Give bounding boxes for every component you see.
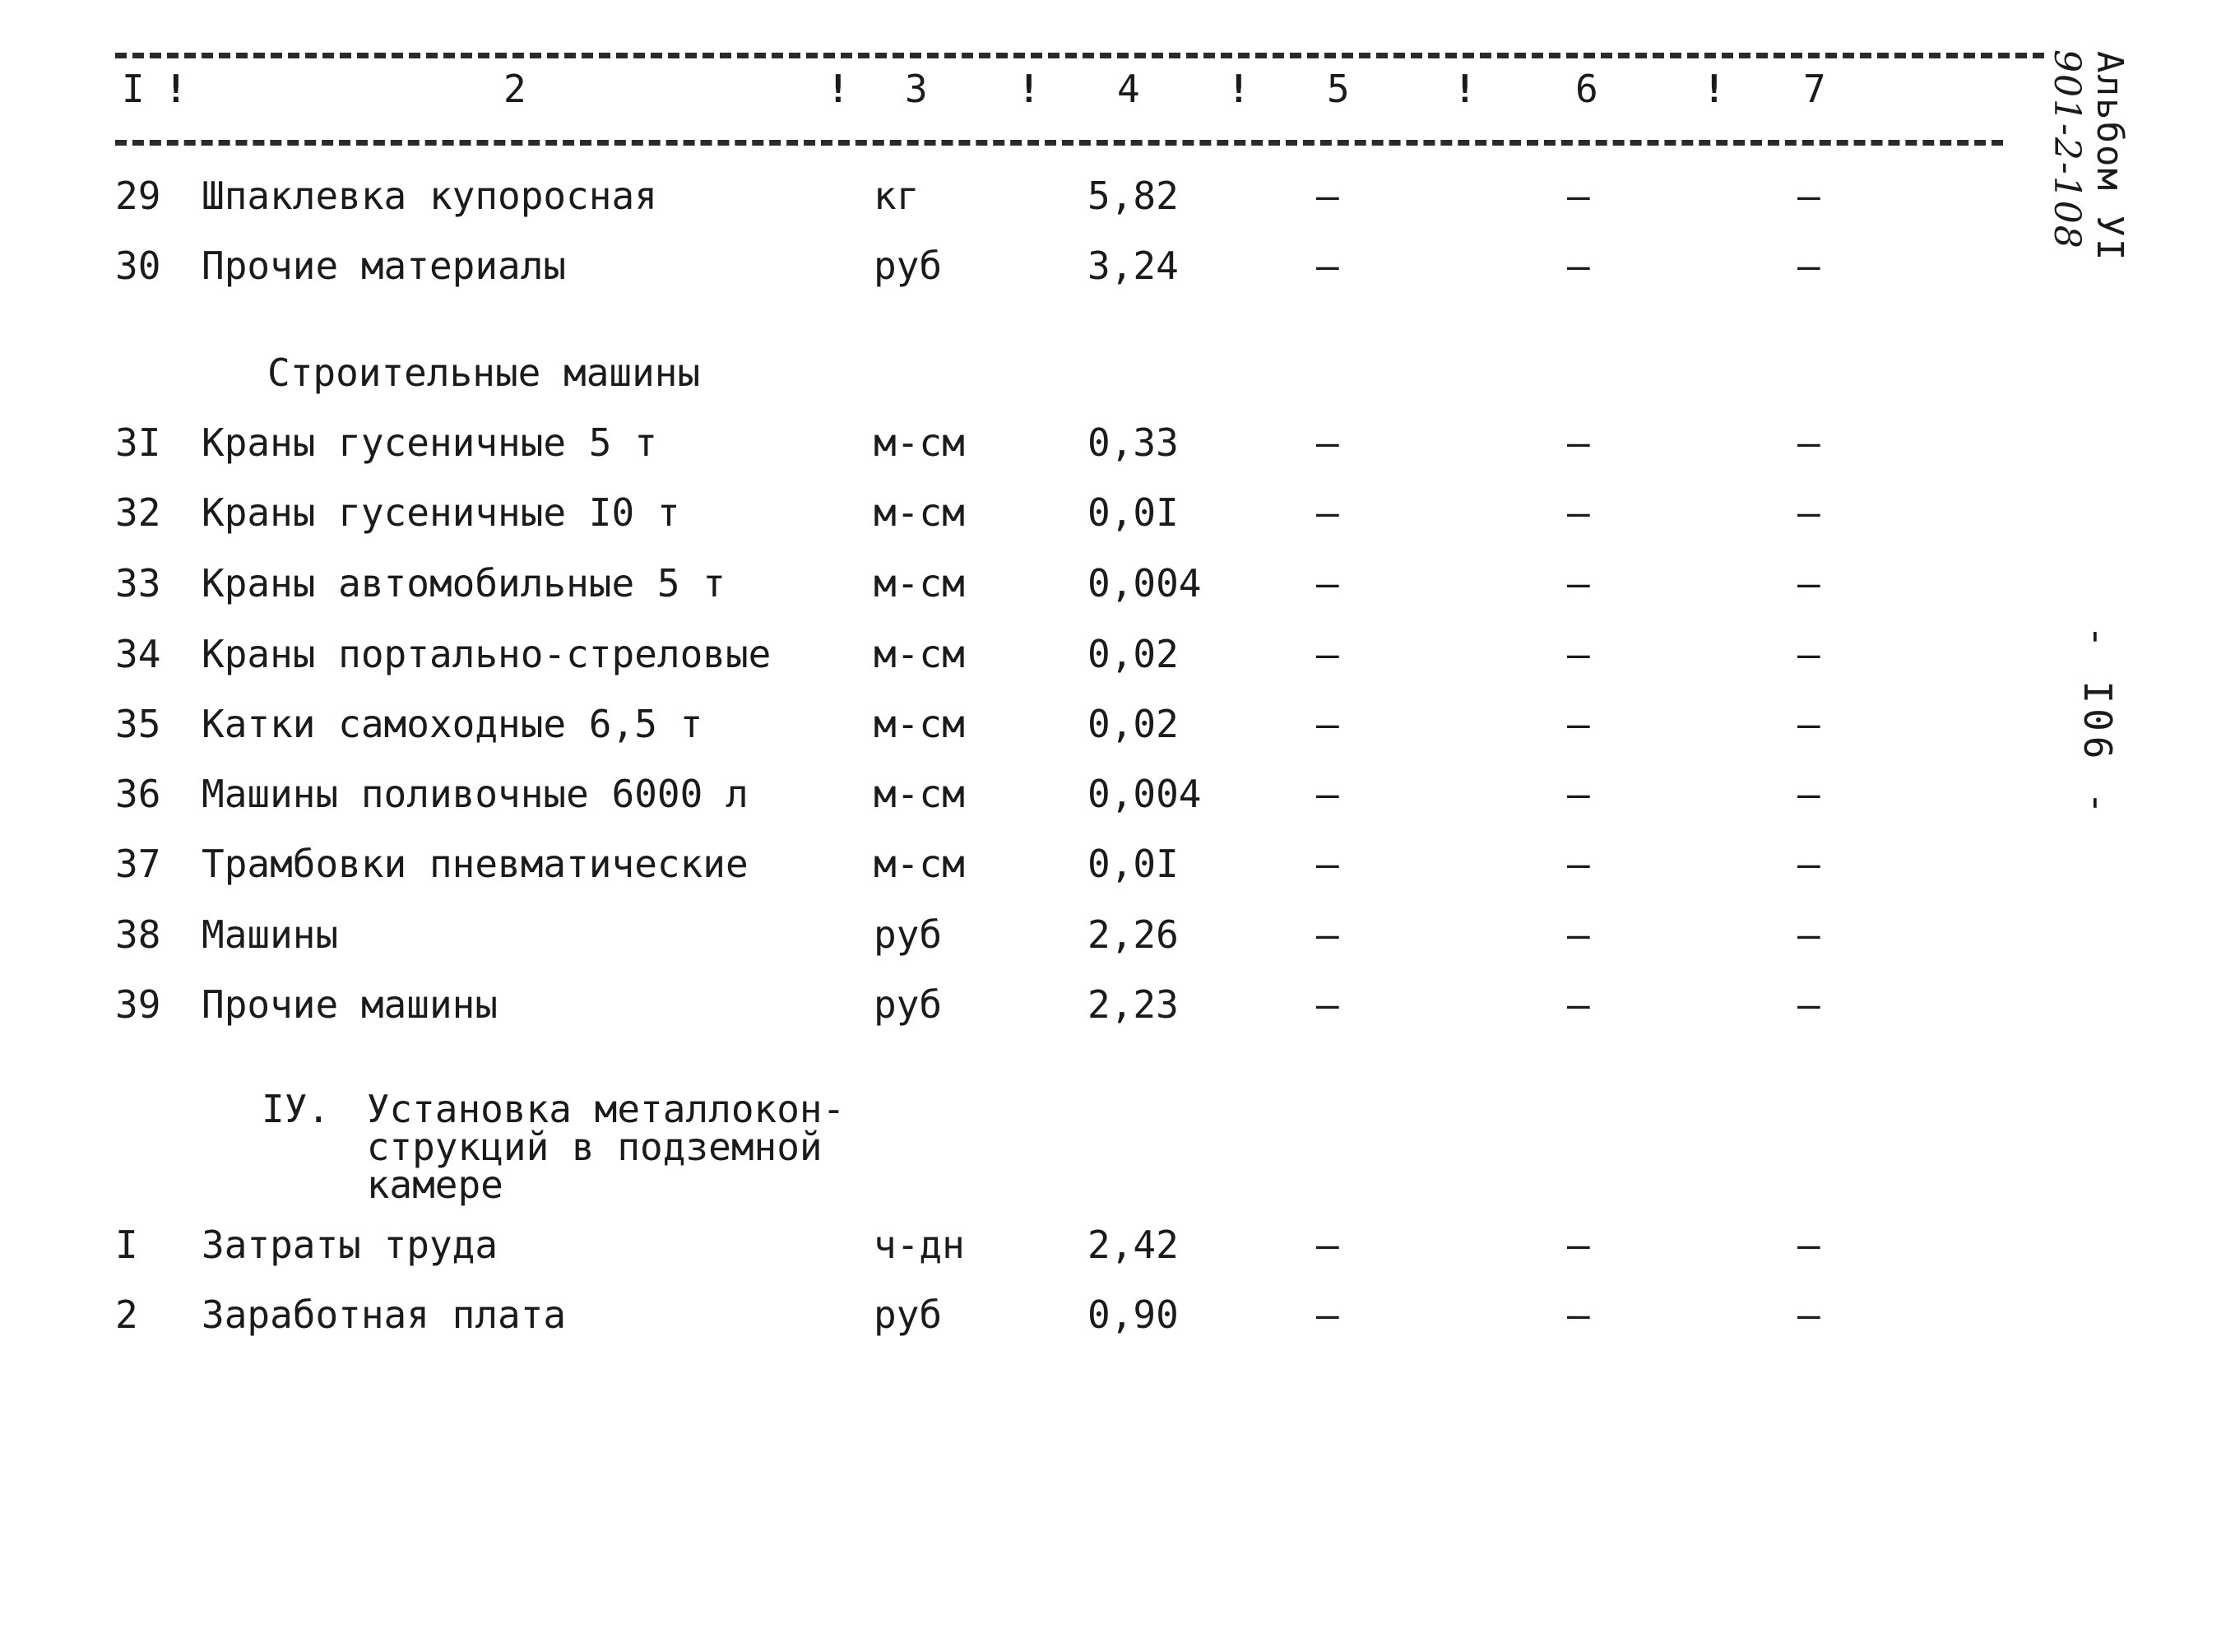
row-name: Краны портально-стреловые <box>202 632 772 676</box>
row-value: 2,23 <box>1087 982 1179 1027</box>
row-col6: – <box>1567 702 1590 746</box>
row-col5: – <box>1316 561 1339 606</box>
row-value: 0,0I <box>1087 490 1179 535</box>
row-name: Краны автомобильные 5 т <box>202 561 726 606</box>
row-col7: – <box>1797 632 1820 676</box>
row-col5: – <box>1316 174 1339 218</box>
row-number: 32 <box>115 490 161 535</box>
row-col7: – <box>1797 1292 1820 1337</box>
row-col7: – <box>1797 1223 1820 1267</box>
row-name: Машины <box>202 912 339 957</box>
row-value: 3,24 <box>1087 244 1179 288</box>
row-number: 35 <box>115 702 161 746</box>
row-unit: м-см <box>874 842 965 886</box>
row-value: 5,82 <box>1087 174 1179 218</box>
row-col7: – <box>1797 772 1820 816</box>
header-separator: ! <box>1703 67 1726 111</box>
row-unit: кг <box>874 174 920 218</box>
row-name: Прочие машины <box>202 982 498 1027</box>
row-number: 34 <box>115 632 161 676</box>
row-number: 38 <box>115 912 161 957</box>
row-col7: – <box>1797 420 1820 465</box>
row-col7: – <box>1797 244 1820 288</box>
row-unit: ч-дн <box>874 1223 965 1267</box>
row-number: 29 <box>115 174 161 218</box>
header-col-4: 4 <box>1117 67 1140 111</box>
row-unit: м-см <box>874 702 965 746</box>
header-col-1: I <box>122 67 145 111</box>
row-col5: – <box>1316 1292 1339 1337</box>
row-number: 3I <box>115 420 161 465</box>
row-unit: м-см <box>874 632 965 676</box>
row-value: 2,26 <box>1087 912 1179 957</box>
row-col7: – <box>1797 490 1820 535</box>
row-unit: м-см <box>874 772 965 816</box>
header-col-2: 2 <box>503 67 526 111</box>
row-value: 0,02 <box>1087 632 1179 676</box>
section-title-line: Установка металлокон- <box>366 1087 846 1131</box>
row-col5: – <box>1316 420 1339 465</box>
document-code: 901-2-108 <box>2046 49 2088 250</box>
row-name: Краны гусеничные I0 т <box>202 490 680 535</box>
header-separator: ! <box>165 67 188 111</box>
row-col7: – <box>1797 842 1820 886</box>
row-name: Краны гусеничные 5 т <box>202 420 657 465</box>
row-col5: – <box>1316 244 1339 288</box>
row-col6: – <box>1567 632 1590 676</box>
row-value: 0,90 <box>1087 1292 1179 1337</box>
row-number: 30 <box>115 244 161 288</box>
row-unit: м-см <box>874 561 965 606</box>
row-col6: – <box>1567 772 1590 816</box>
row-col6: – <box>1567 1292 1590 1337</box>
album-label: Альбом УI <box>2089 51 2131 262</box>
row-value: 0,33 <box>1087 420 1179 465</box>
row-value: 0,004 <box>1087 772 1202 816</box>
row-col6: – <box>1567 912 1590 957</box>
page-number: - I06 - <box>2075 625 2120 819</box>
row-col7: – <box>1797 561 1820 606</box>
row-col6: – <box>1567 982 1590 1027</box>
header-col-5: 5 <box>1327 67 1350 111</box>
header-bottom-rule <box>115 140 2003 146</box>
header-col-6: 6 <box>1575 67 1598 111</box>
row-name: Катки самоходные 6,5 т <box>202 702 703 746</box>
row-col7: – <box>1797 702 1820 746</box>
section-heading-iv <box>262 1087 846 1207</box>
section-roman-numeral: IУ. <box>262 1087 331 1131</box>
header-col-3: 3 <box>905 67 928 111</box>
row-value: 2,42 <box>1087 1223 1179 1267</box>
row-col6: – <box>1567 490 1590 535</box>
row-col5: – <box>1316 912 1339 957</box>
row-value: 0,004 <box>1087 561 1202 606</box>
row-value: 0,02 <box>1087 702 1179 746</box>
row-name: Трамбовки пневматические <box>202 842 749 886</box>
row-name: Машины поливочные 6000 л <box>202 772 749 816</box>
row-number: 2 <box>115 1292 138 1337</box>
row-col6: – <box>1567 1223 1590 1267</box>
row-col7: – <box>1797 912 1820 957</box>
row-col5: – <box>1316 982 1339 1027</box>
row-col6: – <box>1567 244 1590 288</box>
row-unit: м-см <box>874 490 965 535</box>
section-title-line: струкций в подземной <box>366 1125 823 1169</box>
header-top-rule <box>115 53 2044 58</box>
row-col6: – <box>1567 561 1590 606</box>
header-separator: ! <box>1227 67 1250 111</box>
header-separator: ! <box>827 67 850 111</box>
row-col5: – <box>1316 632 1339 676</box>
section-heading-machines: Строительные машины <box>267 350 701 395</box>
row-number: 36 <box>115 772 161 816</box>
row-number: 33 <box>115 561 161 606</box>
section-title <box>366 1087 846 1207</box>
row-unit: руб <box>874 244 943 288</box>
row-unit: м-см <box>874 420 965 465</box>
row-name: Прочие материалы <box>202 244 567 288</box>
row-col6: – <box>1567 842 1590 886</box>
row-name: Затраты труда <box>202 1223 498 1267</box>
row-name: Шпаклевка купоросная <box>202 174 657 218</box>
section-title-line: камере <box>366 1162 503 1207</box>
row-name: Заработная плата <box>202 1292 567 1337</box>
row-col5: – <box>1316 702 1339 746</box>
row-number: 37 <box>115 842 161 886</box>
row-number: I <box>115 1223 138 1267</box>
row-value: 0,0I <box>1087 842 1179 886</box>
row-col6: – <box>1567 420 1590 465</box>
row-number: 39 <box>115 982 161 1027</box>
row-col5: – <box>1316 842 1339 886</box>
row-unit: руб <box>874 912 943 957</box>
row-col7: – <box>1797 982 1820 1027</box>
row-unit: руб <box>874 1292 943 1337</box>
row-unit: руб <box>874 982 943 1027</box>
header-col-7: 7 <box>1803 67 1826 111</box>
header-separator: ! <box>1018 67 1041 111</box>
row-col7: – <box>1797 174 1820 218</box>
row-col6: – <box>1567 174 1590 218</box>
row-col5: – <box>1316 1223 1339 1267</box>
row-col5: – <box>1316 490 1339 535</box>
header-separator: ! <box>1454 67 1477 111</box>
row-col5: – <box>1316 772 1339 816</box>
